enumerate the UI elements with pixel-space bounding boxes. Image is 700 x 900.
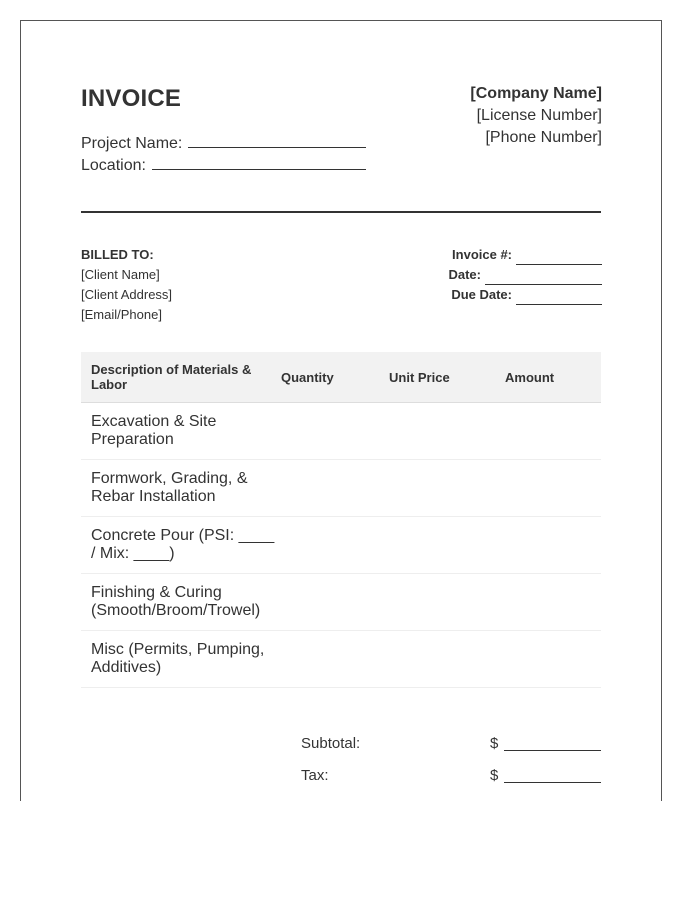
location-label: Location: — [81, 157, 146, 174]
phone-number: [Phone Number] — [485, 129, 602, 146]
project-name-label: Project Name: — [81, 135, 183, 152]
table-row — [81, 574, 601, 631]
invoice-meta-block — [448, 245, 602, 305]
table-row — [81, 460, 601, 517]
invoice-number-row — [448, 245, 602, 265]
row-description: Excavation & Site Preparation — [91, 413, 217, 448]
client-address: [Client Address] — [81, 287, 173, 302]
due-date-label: Due Date: — [451, 287, 512, 302]
row-description: Misc (Permits, Pumping, Additives) — [91, 641, 265, 676]
location-line — [81, 155, 366, 175]
tax-currency: $ — [490, 767, 499, 784]
invoice-title: INVOICE — [81, 85, 182, 112]
billed-to-block — [81, 245, 172, 325]
table-row — [81, 517, 601, 574]
project-name-line — [81, 133, 366, 153]
subtotal-currency: $ — [490, 735, 499, 752]
date-label: Date: — [448, 267, 481, 282]
license-number: [License Number] — [476, 107, 602, 124]
subtotal-label: Subtotal: — [301, 735, 361, 752]
header-unit-price: Unit Price — [389, 369, 450, 385]
header-divider — [81, 211, 601, 213]
invoice-number-label: Invoice #: — [452, 247, 512, 262]
location-field[interactable] — [152, 155, 366, 170]
invoice-number-field[interactable] — [516, 252, 602, 265]
billed-to-heading: BILLED TO: — [81, 247, 154, 262]
tax-field[interactable] — [504, 782, 601, 783]
tax-label: Tax: — [301, 767, 329, 784]
line-items-table — [81, 352, 601, 688]
table-row — [81, 403, 601, 460]
client-email-phone: [Email/Phone] — [81, 307, 162, 322]
table-header — [81, 352, 601, 403]
header-description: Description of Materials & Labor — [91, 362, 252, 392]
invoice-page — [20, 20, 662, 801]
date-row — [448, 265, 602, 285]
header-amount: Amount — [505, 369, 555, 385]
date-field[interactable] — [485, 272, 602, 285]
due-date-field[interactable] — [516, 292, 602, 305]
row-description: Formwork, Grading, & Rebar Installation — [91, 470, 248, 505]
header-quantity: Quantity — [281, 369, 334, 385]
row-description: Finishing & Curing (Smooth/Broom/Trowel) — [91, 584, 261, 619]
client-name: [Client Name] — [81, 267, 160, 282]
company-name: [Company Name] — [470, 85, 602, 102]
due-date-row — [448, 285, 602, 305]
row-description: Concrete Pour (PSI: ____ / Mix: ____) — [91, 527, 275, 562]
subtotal-field[interactable] — [504, 750, 601, 751]
company-block — [470, 83, 602, 149]
table-row — [81, 631, 601, 688]
project-name-field[interactable] — [188, 133, 366, 148]
